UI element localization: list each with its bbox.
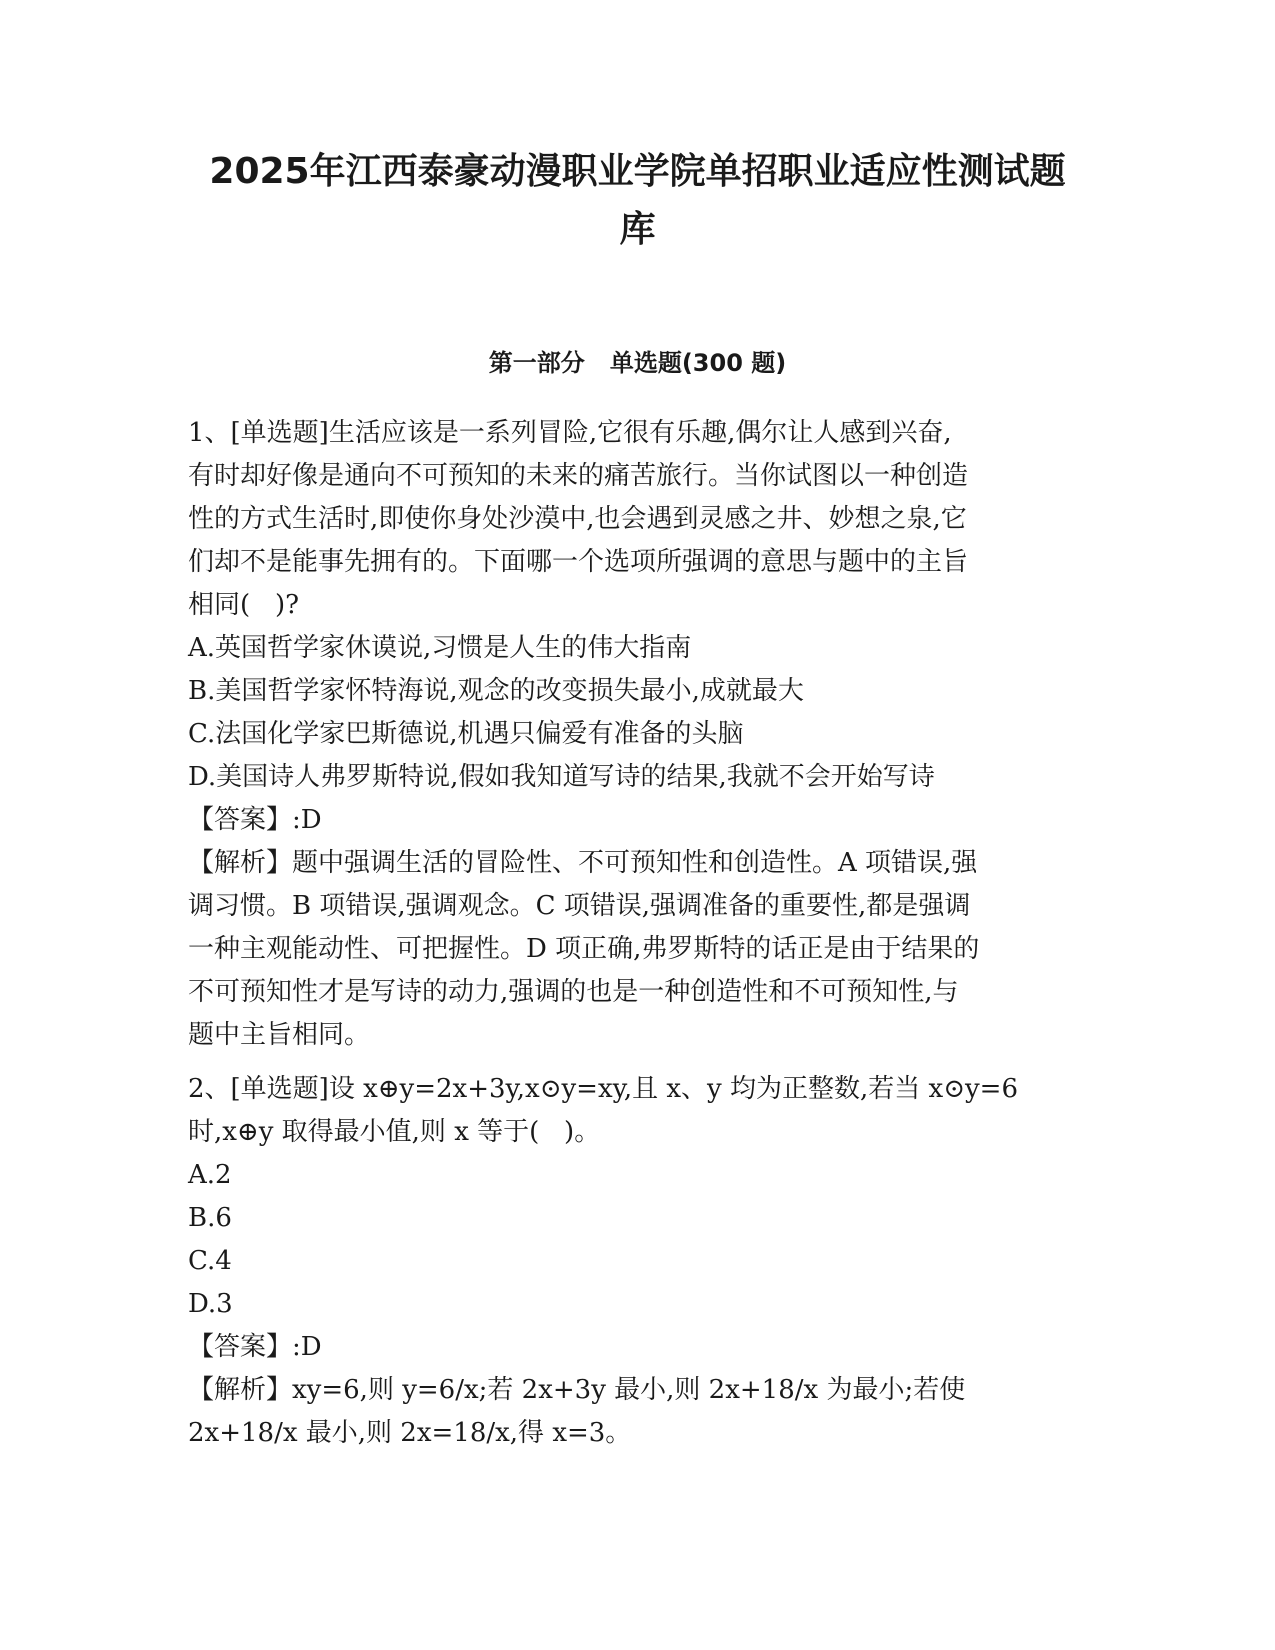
document-title (180, 143, 1095, 259)
analysis-line: 【解析】题中强调生活的冒险性、不可预知性和创造性。A 项错误,强 (188, 848, 978, 878)
option-a: A.2 (188, 1160, 232, 1190)
question-stem-line: 们却不是能事先拥有的。下面哪一个选项所强调的意思与题中的主旨 (188, 547, 969, 577)
option-d: D.3 (188, 1289, 233, 1319)
analysis-line: 【解析】xy=6,则 y=6/x;若 2x+3y 最小,则 2x+18/x 为最小;若使 (188, 1375, 966, 1405)
section-heading: 第一部分 单选题(300 题) (488, 349, 787, 377)
question-stem-line: 有时却好像是通向不可预知的未来的痛苦旅行。当你试图以一种创造 (188, 461, 969, 491)
document-title-line-1: 2025年江西泰豪动漫职业学院单招职业适应性测试题 (209, 151, 1066, 192)
option-c: C.4 (188, 1246, 232, 1276)
option-a: A.英国哲学家休谟说,习惯是人生的伟大指南 (188, 633, 692, 663)
option-b: B.美国哲学家怀特海说,观念的改变损失最小,成就最大 (188, 676, 804, 706)
answer: 【答案】:D (188, 805, 322, 835)
question-stem-line: 1、[单选题]生活应该是一系列冒险,它很有乐趣,偶尔让人感到兴奋, (188, 418, 952, 448)
option-c: C.法国化学家巴斯德说,机遇只偏爱有准备的头脑 (188, 719, 744, 749)
analysis-line: 调习惯。B 项错误,强调观念。C 项错误,强调准备的重要性,都是强调 (188, 891, 971, 921)
question-stem-line: 时,x⊕y 取得最小值,则 x 等于( )。 (188, 1117, 601, 1147)
analysis-line: 2x+18/x 最小,则 2x=18/x,得 x=3。 (188, 1418, 632, 1448)
question-stem-line: 2、[单选题]设 x⊕y=2x+3y,x⊙y=xy,且 x、y 均为正整数,若当 x⊙y=6 (188, 1074, 1019, 1104)
question-2 (188, 1068, 1083, 1455)
question-stem-line: 相同( )? (188, 590, 300, 620)
option-d: D.美国诗人弗罗斯特说,假如我知道写诗的结果,我就不会开始写诗 (188, 762, 935, 792)
answer: 【答案】:D (188, 1332, 322, 1362)
analysis-line: 不可预知性才是写诗的动力,强调的也是一种创造性和不可预知性,与 (188, 977, 959, 1007)
analysis-line: 题中主旨相同。 (188, 1020, 371, 1050)
question-1 (188, 412, 1083, 1057)
document-title-line-2: 库 (619, 209, 656, 250)
option-b: B.6 (188, 1203, 232, 1233)
question-stem-line: 性的方式生活时,即使你身处沙漠中,也会遇到灵感之井、妙想之泉,它 (188, 504, 967, 534)
analysis-line: 一种主观能动性、可把握性。D 项正确,弗罗斯特的话正是由于结果的 (188, 934, 980, 964)
